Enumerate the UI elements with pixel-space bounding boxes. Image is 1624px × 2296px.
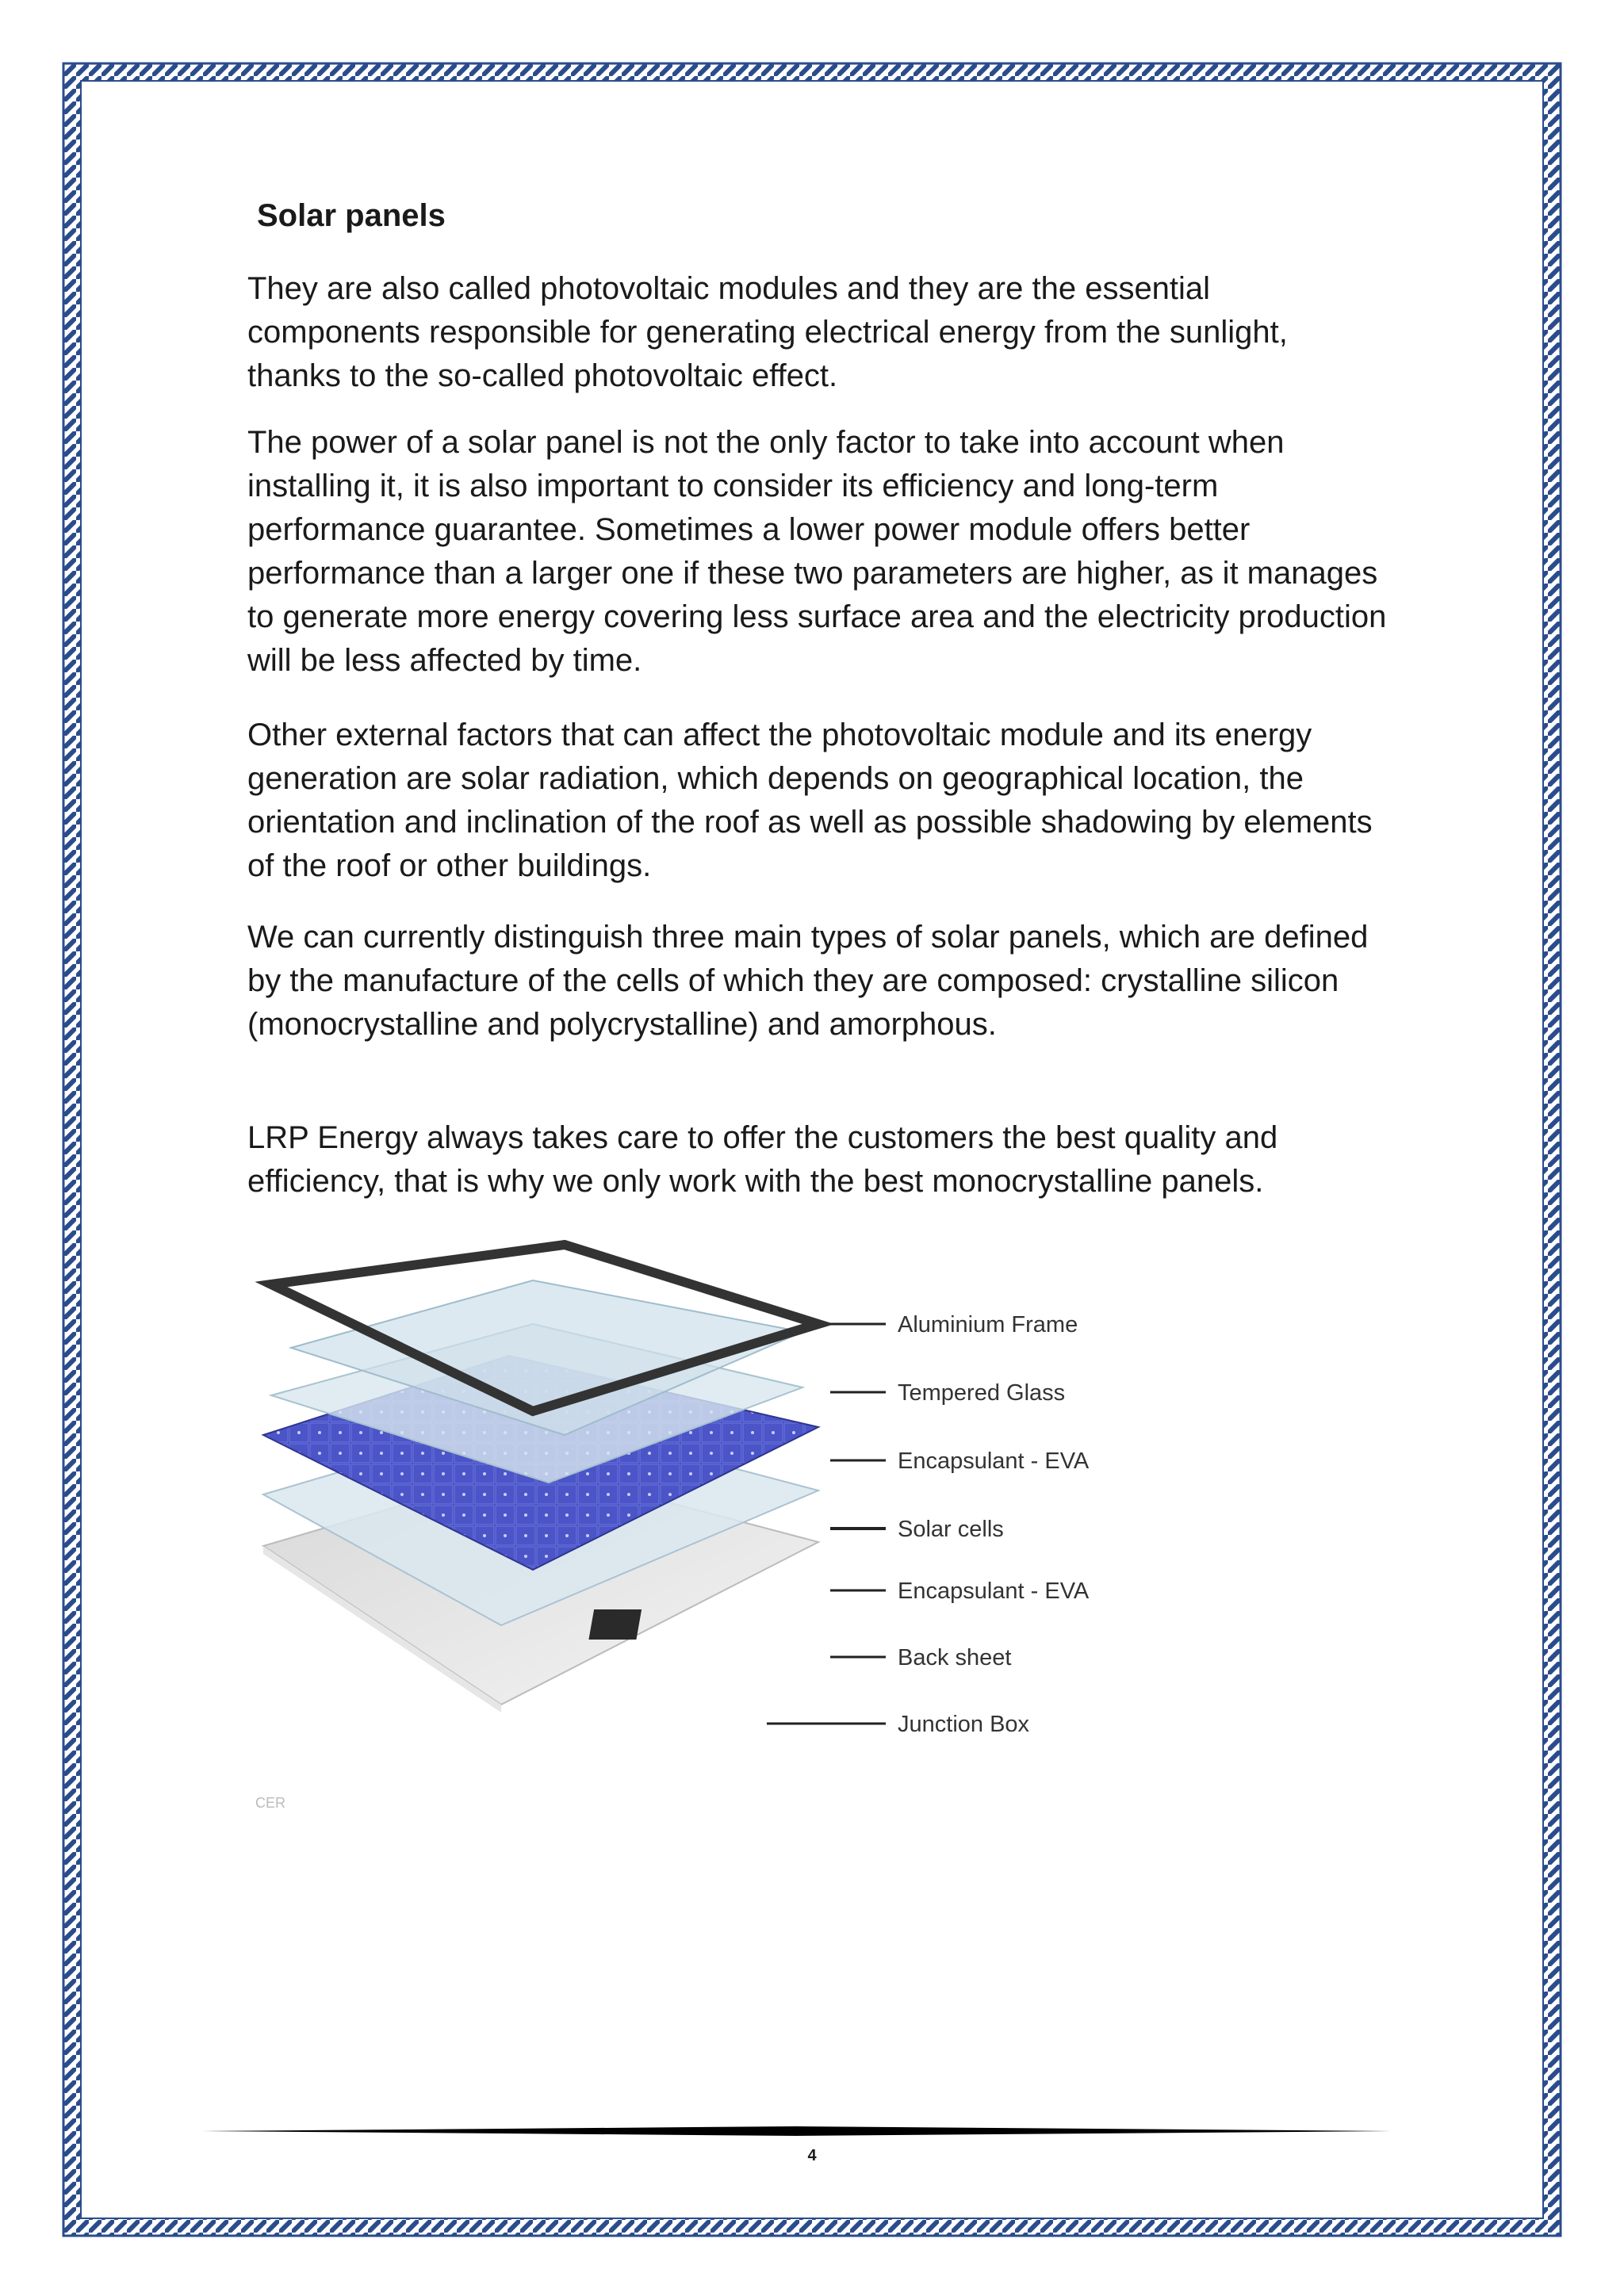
figure-credit: CER [255,1795,286,1811]
label-junction-box: Junction Box [898,1712,1030,1737]
label-aluminium-frame: Aluminium Frame [898,1312,1078,1337]
paragraph-1: They are also called photovoltaic modules and they are the essential components responsible for generating electrical energy from the sunlight, thanks to the so-called photovoltaic effect. [247,271,1288,393]
label-encapsulant-lower: Encapsulant - EVA [898,1578,1090,1604]
solar-panel-layers-figure [247,1237,1136,1816]
solar-panel-diagram [247,1237,1136,1816]
label-encapsulant-upper: Encapsulant - EVA [898,1448,1090,1474]
page-number: 4 [807,2147,817,2164]
paragraph-4: We can currently distinguish three main types of solar panels, which are defined by the manufacture of the cells of which they are composed: crystalline silicon (monocrystalline and polycrystalline) and amorphous. [247,920,1369,1042]
label-solar-cells: Solar cells [898,1517,1004,1542]
paragraph-5: LRP Energy always takes care to offer the customers the best quality and efficiency, that is why we only work with the best monocrystalline panels. [247,1120,1278,1199]
junction-box [588,1609,642,1640]
label-tempered-glass: Tempered Glass [898,1380,1066,1406]
footer-rule [202,2123,1392,2139]
paragraph-3: Other external factors that can affect the photovoltaic module and its energy generation are solar radiation, which depends on geographical location, the orientation and inclination of the roof as well as possible shadowing by elements of the roof or other buildings. [247,718,1373,883]
label-back-sheet: Back sheet [898,1645,1012,1670]
section-heading: Solar panels [257,198,446,233]
paragraph-2: The power of a solar panel is not the only factor to take into account when installing it, it is also important to consider its efficiency and long-term performance guarantee. Sometimes a lower power module offers better performance than a larger one if these two parameters are higher, as it manages to generate more energy covering less surface area and the electricity production will be less affected by time. [247,425,1387,678]
